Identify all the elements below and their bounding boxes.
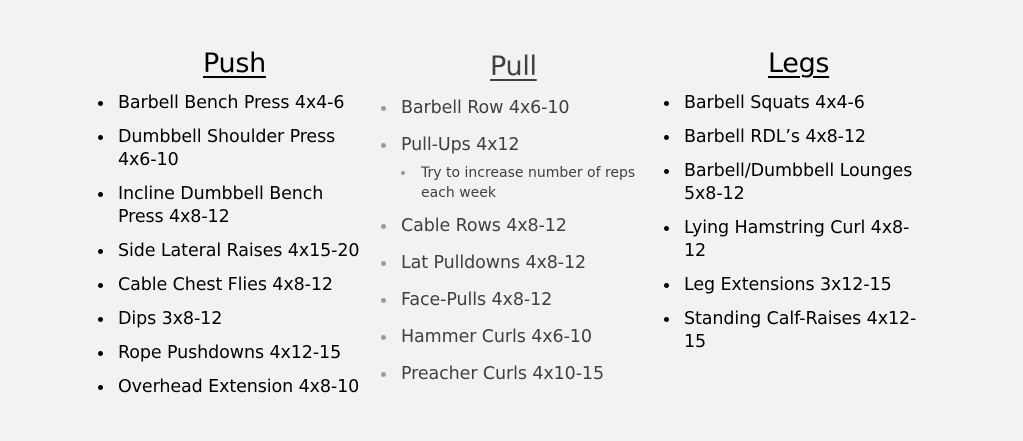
list-item: Preacher Curls 4x10-15 [381, 363, 646, 386]
pull-heading: Pull [490, 51, 537, 82]
list-item: Rope Pushdowns 4x12-15 [98, 342, 368, 365]
list-item: Overhead Extension 4x8-10 [98, 376, 368, 399]
push-heading: Push [203, 48, 266, 79]
list-item: Lat Pulldowns 4x8-12 [381, 252, 646, 275]
list-item: Dips 3x8-12 [98, 308, 368, 331]
list-item: Cable Rows 4x8-12 [381, 215, 646, 238]
list-item: Hammer Curls 4x6-10 [381, 326, 646, 349]
list-item: Barbell Squats 4x4-6 [664, 92, 919, 115]
sub-list-item-note: Try to increase number of reps each week [381, 163, 646, 203]
pull-exercise-list [381, 97, 646, 400]
list-item: Barbell Row 4x6-10 [381, 97, 646, 120]
list-item: Side Lateral Raises 4x15-20 [98, 240, 368, 263]
legs-exercise-list [664, 92, 919, 365]
list-item: Standing Calf-Raises 4x12-15 [664, 308, 919, 354]
list-item: Barbell Bench Press 4x4-6 [98, 92, 368, 115]
list-item: Cable Chest Flies 4x8-12 [98, 274, 368, 297]
list-item: Lying Hamstring Curl 4x8-12 [664, 217, 919, 263]
list-item: Face-Pulls 4x8-12 [381, 289, 646, 312]
legs-heading: Legs [768, 48, 830, 79]
push-exercise-list [98, 92, 368, 410]
list-item: Barbell RDL’s 4x8-12 [664, 126, 919, 149]
list-item: Dumbbell Shoulder Press 4x6-10 [98, 126, 368, 172]
list-item: Incline Dumbbell Bench Press 4x8-12 [98, 183, 368, 229]
list-item: Leg Extensions 3x12-15 [664, 274, 919, 297]
list-item: Barbell/Dumbbell Lounges 5x8-12 [664, 160, 919, 206]
list-item: Pull-Ups 4x12 [381, 134, 646, 157]
